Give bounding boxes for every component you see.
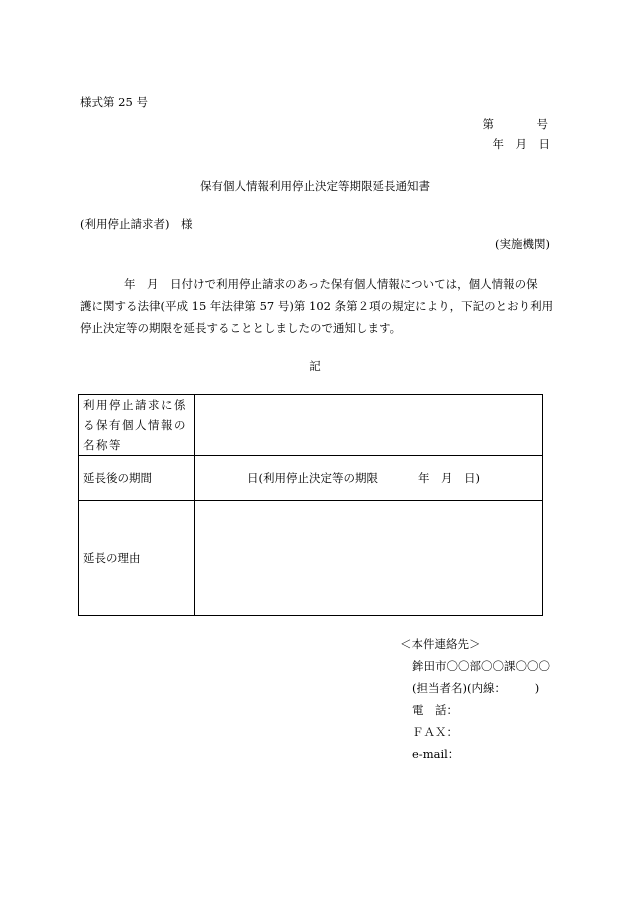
extended-period-value xyxy=(195,456,543,501)
info-name-value xyxy=(195,395,543,456)
document-number: 第 号 xyxy=(482,117,550,131)
form-number: 様式第 25 号 xyxy=(80,95,148,109)
contact-department: 鉾田市〇〇部〇〇課〇〇〇 xyxy=(412,659,550,673)
table-row-extension-reason xyxy=(79,501,543,616)
issuer: (実施機関) xyxy=(495,237,550,251)
extended-period-text-a: 日(利用停止決定等の期限 xyxy=(247,471,378,485)
body-line-1-text: 年 月 日付けで利用停止請求のあった保有個人情報については，個人情報の保 xyxy=(124,277,538,291)
notice-body xyxy=(80,273,558,339)
contact-person: (担当者名)(内線： ) xyxy=(412,681,540,695)
contact-fax: ＦＡＸ： xyxy=(412,725,458,739)
info-table xyxy=(78,394,543,616)
info-name-label: 利用停止請求に係る保有個人情報の名称等 xyxy=(79,395,195,456)
body-line-3: 停止決定等の期限を延長することとしましたので通知します。 xyxy=(80,321,402,335)
recipient: (利用停止請求者) 様 xyxy=(80,217,193,231)
table-row-extended-period xyxy=(79,456,543,501)
contact-phone: 電 話： xyxy=(412,703,458,717)
contact-heading: ＜本件連絡先＞ xyxy=(400,637,481,651)
extended-period-text-b: 年 月 日) xyxy=(418,471,480,485)
extended-period-label: 延長後の期間 xyxy=(79,456,195,501)
extension-reason-label: 延長の理由 xyxy=(79,501,195,616)
extension-reason-value xyxy=(195,501,543,616)
contact-email: e-mail： xyxy=(412,747,460,761)
table-row-info-name xyxy=(79,395,543,456)
ki-heading: 記 xyxy=(309,359,321,373)
body-line-2: 護に関する法律(平成 15 年法律第 57 号)第 102 条第２項の規定により，下記のとおり利用 xyxy=(80,299,554,313)
document-title: 保有個人情報利用停止決定等期限延長通知書 xyxy=(200,179,430,193)
body-line-1 xyxy=(80,273,558,295)
document-date: 年 月 日 xyxy=(492,137,550,151)
